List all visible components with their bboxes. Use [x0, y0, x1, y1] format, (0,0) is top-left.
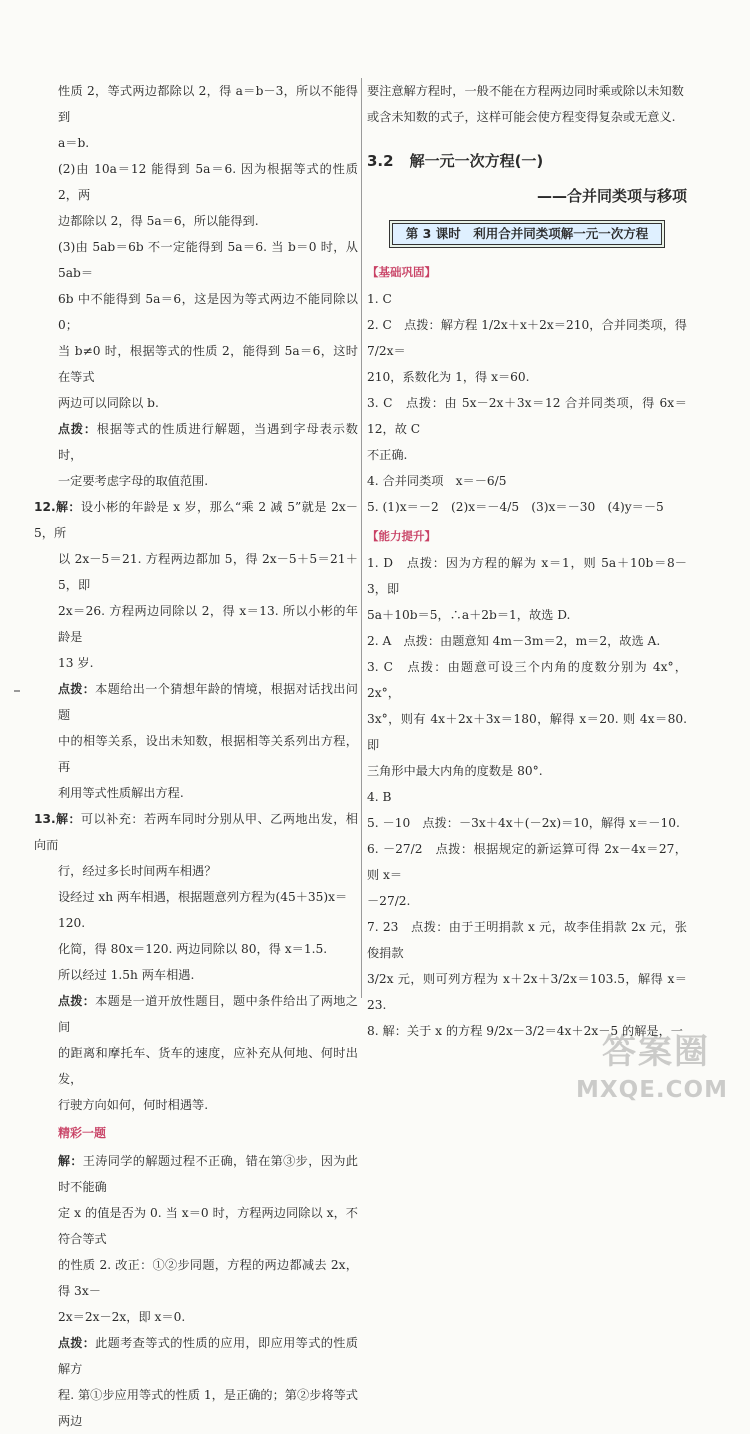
- answer-line: 7. 23 点拨：由于王明捐款 x 元，故李佳捐款 2x 元，张俊捐款: [367, 920, 687, 960]
- right-column: [367, 78, 687, 1044]
- answer-line: 8. 解：关于 x 的方程 9/2x－3/2＝4x＋2x－5 的解是，一: [367, 1024, 683, 1038]
- answer-line: 5a＋10b＝5，∴a＋2b＝1，故选 D.: [367, 608, 571, 622]
- text-line: 2x＝26. 方程两边同除以 2，得 x＝13. 所以小彬的年龄是: [58, 604, 358, 644]
- highlight-heading: 精彩一题: [58, 1126, 107, 1140]
- text-line: 要注意解方程时，一般不能在方程两边同时乘或除以未知数: [367, 84, 684, 98]
- solution-line: 解：王涛同学的解题过程不正确，错在第③步，因为此时不能确: [58, 1154, 358, 1194]
- answer-line: 4. 合并同类项 x＝－6/5: [367, 474, 507, 488]
- answer-line: 5. (1)x＝－2 (2)x＝－4/5 (3)x＝－30 (4)y＝－5: [367, 500, 664, 514]
- text-line: 性质 2，等式两边都除以 2，得 a＝b－3，所以不能得到: [58, 84, 358, 124]
- question-12: 12.解：设小彬的年龄是 x 岁，那么“乘 2 减 5”就是 2x－5，所: [34, 500, 358, 540]
- text-line: 化简，得 80x＝120. 两边同除以 80，得 x＝1.5.: [58, 942, 328, 956]
- tip-line: 中的相等关系，设出未知数，根据相等关系列出方程，再: [58, 734, 358, 774]
- tip-line: 利用等式性质解出方程.: [58, 786, 184, 800]
- text-line: 当 b≠0 时，根据等式的性质 2，能得到 5a＝6，这时在等式: [58, 344, 358, 384]
- answer-line: 不正确.: [367, 448, 408, 462]
- answer-line: 4. B: [367, 790, 392, 804]
- answer-line: 1. D 点拨：因为方程的解为 x＝1，则 5a＋10b＝8－3，即: [367, 556, 687, 596]
- lesson-title: 第 3 课时 利用合并同类项解一元一次方程: [392, 223, 662, 245]
- section-subtitle: ——合并同类项与移项: [536, 187, 687, 205]
- answer-line: 3/2x 元，则可列方程为 x＋2x＋3/2x＝103.5，解得 x＝23.: [367, 972, 687, 1012]
- question-13: 13.解：可以补充：若两车同时分别从甲、乙两地出发，相向而: [34, 812, 358, 852]
- answer-line: 5. －10 点拨：－3x＋4x＋(－2x)＝10，解得 x＝－10.: [367, 816, 680, 830]
- lesson-banner: [389, 220, 665, 248]
- text-line: 两边可以同除以 b.: [58, 396, 159, 410]
- watermark-logo-text: 答案圈: [602, 1032, 710, 1072]
- text-line: 的性质 2. 改正：①②步同题，方程的两边都减去 2x，得 3x－: [58, 1258, 358, 1298]
- watermark-url: MXQE.COM: [576, 1077, 728, 1103]
- tip-line: 点拨：本题给出一个猜想年龄的情境，根据对话找出问题: [58, 682, 358, 722]
- answer-line: 210，系数化为 1，得 x＝60.: [367, 370, 530, 384]
- tip-line: 程. 第①步应用等式的性质 1，是正确的；第②步将等式两边: [58, 1388, 358, 1428]
- tip-line: 点拨：本题是一道开放性题目，题中条件给出了两地之间: [58, 994, 358, 1034]
- text-line: a＝b.: [58, 136, 90, 150]
- answer-line: 1. C: [367, 292, 392, 306]
- basic-section-badge: 【基础巩固】: [367, 265, 436, 279]
- text-line: 设经过 xh 两车相遇，根据题意列方程为(45＋35)x＝: [58, 890, 348, 904]
- text-line: 行，经过多长时间两车相遇？: [58, 864, 217, 878]
- tip-line: 的距离和摩托车、货车的速度，应补充从何地、何时出发，: [58, 1046, 358, 1086]
- improve-section-badge: 【能力提升】: [367, 529, 436, 543]
- left-column: [34, 78, 358, 1434]
- answer-line: 三角形中最大内角的度数是 80°.: [367, 764, 543, 778]
- section-name: 解一元一次方程(一): [409, 152, 544, 170]
- answer-line: 3x°，则有 4x＋2x＋3x＝180，解得 x＝20. 则 4x＝80. 即: [367, 712, 687, 752]
- tip-line: 点拨：根据等式的性质进行解题，当遇到字母表示数时，: [58, 422, 358, 462]
- text-line: 所以经过 1.5h 两车相遇.: [58, 968, 195, 982]
- section-title: [367, 148, 687, 174]
- text-line: 边都除以 2，得 5a＝6，所以能得到.: [58, 214, 259, 228]
- answer-line: 2. A 点拨：由题意知 4m－3m＝2，m＝2，故选 A.: [367, 634, 661, 648]
- text-line: 或含未知数的式子，这样可能会使方程变得复杂或无意义.: [367, 110, 676, 124]
- text-line: 定 x 的值是否为 0. 当 x＝0 时，方程两边同除以 x，不符合等式: [58, 1206, 358, 1246]
- answer-line: 3. C 点拨：由题意可设三个内角的度数分别为 4x°，2x°，: [367, 660, 687, 700]
- section-number: 3.2: [367, 152, 394, 170]
- tip-label: 点拨：: [58, 422, 97, 436]
- answer-line: 2. C 点拨：解方程 1/2x＋x＋2x＝210，合并同类项，得 7/2x＝: [367, 318, 687, 358]
- tip-line: 点拨：此题考查等式的性质的应用，即应用等式的性质解方: [58, 1336, 358, 1376]
- text-line: 6b 中不能得到 5a＝6，这是因为等式两边不能同除以 0；: [58, 292, 358, 332]
- answer-line: 6. －27/2 点拨：根据规定的新运算可得 2x－4x＝27，则 x＝: [367, 842, 687, 882]
- site-watermark: [576, 1011, 750, 1121]
- text-line: 以 2x－5＝21. 方程两边都加 5，得 2x－5＋5＝21＋5，即: [58, 552, 358, 592]
- text-line: 120.: [58, 916, 86, 930]
- text-line: (3)由 5ab＝6b 不一定能得到 5a＝6. 当 b＝0 时，从 5ab＝: [58, 240, 358, 280]
- text-line: 2x＝2x－2x，即 x＝0.: [58, 1310, 186, 1324]
- answer-line: －27/2.: [367, 894, 411, 908]
- text-line: 13 岁.: [58, 656, 94, 670]
- tip-line: 一定要考虑字母的取值范围.: [58, 474, 209, 488]
- tip-line: 行驶方向如何，何时相遇等.: [58, 1098, 209, 1112]
- answer-line: 3. C 点拨：由 5x－2x＋3x＝12 合并同类项，得 6x＝12，故 C: [367, 396, 687, 436]
- text-line: (2)由 10a＝12 能得到 5a＝6. 因为根据等式的性质 2，两: [58, 162, 358, 202]
- margin-mark: [14, 690, 20, 692]
- column-divider: [361, 78, 362, 998]
